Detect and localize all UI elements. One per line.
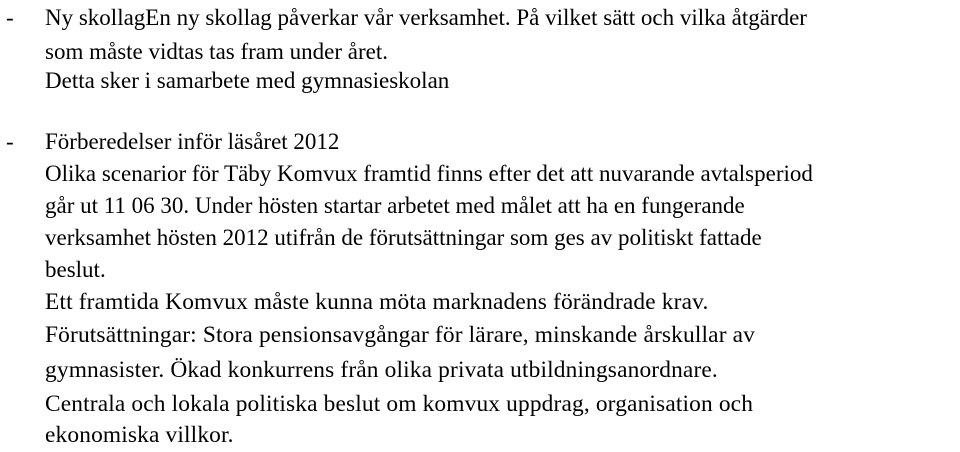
text-line: Ett framtida Komvux måste kunna möta marknadens förändrade krav. (45, 289, 709, 315)
text-line: verksamhet hösten 2012 utifrån de förutsättningar som ges av politiskt fattade (45, 225, 762, 250)
text-line: Detta sker i samarbete med gymnasieskolan (45, 68, 450, 93)
text-line: ekonomiska villkor. (45, 422, 234, 448)
bullet-dash: - (6, 129, 14, 154)
text-line: går ut 11 06 30. Under hösten startar arbetet med målet att ha en fungerande (45, 193, 745, 218)
text-line: beslut. (45, 257, 106, 282)
text-line: Ny skollagEn ny skollag påverkar vår verksamhet. På vilket sätt och vilka åtgärder (45, 5, 807, 30)
text-line: Centrala och lokala politiska beslut om komvux uppdrag, organisation och (45, 391, 754, 417)
bullet-dash: - (6, 5, 14, 30)
text-line: Förutsättningar: Stora pensionsavgångar för lärare, minskande årskullar av (45, 322, 756, 348)
text-line: Förberedelser inför läsåret 2012 (45, 129, 340, 154)
text-line: som måste vidtas tas fram under året. (45, 39, 388, 64)
text-line: gymnasister. Ökad konkurrens från olika privata utbildningsanordnare. (45, 357, 718, 383)
text-line: Olika scenarior för Täby Komvux framtid finns efter det att nuvarande avtalsperiod (45, 161, 813, 186)
